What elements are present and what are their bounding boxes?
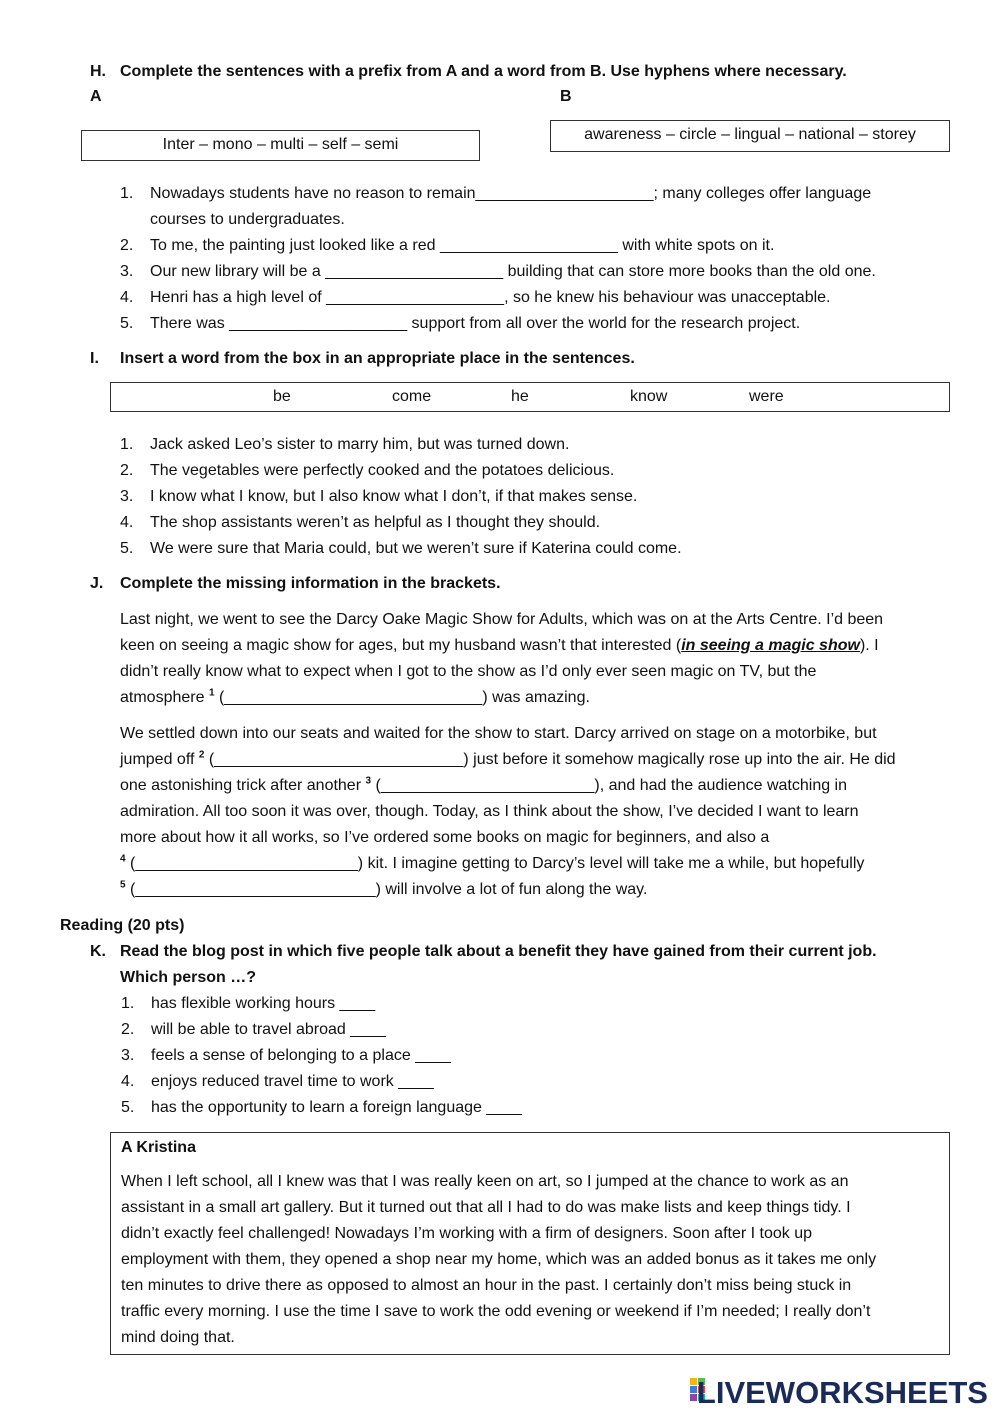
prefix-box-a: Inter – mono – multi – self – semi <box>81 130 480 161</box>
example-answer: in seeing a magic show <box>681 637 860 654</box>
list-item: 1. Nowadays students have no reason to remain____________________; many colleges offer language courses to undergraduates. <box>120 185 872 228</box>
blank-1[interactable]: (_____________________________) was amazing. <box>214 689 590 706</box>
box-word: know <box>630 388 668 405</box>
word-box-b: awareness – circle – lingual – national – storey <box>550 120 950 152</box>
list-item: 5. There was ____________________ support from all over the world for the research project. <box>120 315 801 332</box>
list-item: 4. The shop assistants weren’t as helpful as I thought they should. <box>120 514 601 531</box>
blog-post-heading: A Kristina <box>121 1139 196 1156</box>
section-j-heading: J. Complete the missing information in the brackets. <box>90 575 501 592</box>
list-item: 1. Jack asked Leo’s sister to marry him, but was turned down. <box>120 436 570 453</box>
blog-post-a: A Kristina When I left school, all I knew was that I was really keen on art, so I jumped at the chance to work as an assistant in a small art gallery. But it turned out that all I had to do was make lists and keep things tidy. I didn’t exactly feel challenged! Nowadays I’m working with a firm of designers. Soon after I took up employment with them, they opened a shop near my home, which was an added bonus as it takes me only ten minutes to drive there as opposed to almost an hour in the past. I certainly don’t miss being stuck in traffic every morning. I use the time I save to work the odd evening or weekend if I’m needed; I really don’t mind doing that. <box>110 1132 950 1355</box>
list-item: 2. will be able to travel abroad ____ <box>121 1021 386 1038</box>
word-box <box>110 382 950 412</box>
label-a: A <box>90 88 102 105</box>
list-item: 4. enjoys reduced travel time to work ____ <box>121 1073 434 1090</box>
blank-3[interactable]: (________________________), and had the audience watching in <box>371 777 848 794</box>
paragraph-2: We settled down into our seats and waited for the show to start. Darcy arrived on stage on a motorbike, but jumped off $^2$ (____________________________) just before it somehow magically rose up into the air. He did one astonishing trick after another $^3$ (________________________), and had the audience watching in admiration. All too soon it was over, though. Today, as I think about the show, I’ve decided I want to learn more about how it all works, so I’ve ordered some books on magic for beginners, and also a $^4$ (_________________________) kit. I imagine getting to Darcy’s level will take me a while, but hopefully $^5$ (___________________________) will involve a lot of fun along the way. <box>120 725 896 898</box>
section-k-heading: K. Read the blog post in which five people talk about a benefit they have gained from their current job. Which person …? <box>90 943 877 986</box>
blank-2[interactable]: (____________________________) just before it somehow magically rose up into the air. He did <box>204 751 896 768</box>
blank-5[interactable]: (___________________________) will involve a lot of fun along the way. <box>125 881 648 898</box>
list-item: 3. I know what I know, but I also know what I don’t, if that makes sense. <box>120 488 638 505</box>
list-item: 4. Henri has a high level of ____________________, so he knew his behaviour was unacceptable. <box>120 289 831 306</box>
reading-title: Reading (20 pts) <box>60 917 185 934</box>
list-item: 5. We were sure that Maria could, but we weren’t sure if Katerina could come. <box>120 540 682 557</box>
list-item: 1. has flexible working hours ____ <box>121 995 376 1012</box>
paragraph-1: Last night, we went to see the Darcy Oake Magic Show for Adults, which was on at the Arts Centre. I’d been keen on seeing a magic show for ages, but my husband wasn’t that interested (in seeing a magic show). I didn’t really know what to expect when I got to the show as I’d only ever seen magic on TV, but the atmosphere $^1$ (_____________________________) was amazing. <box>120 611 884 706</box>
list-item: 2. To me, the painting just looked like a red ____________________ with white spots on it. <box>120 237 775 254</box>
list-item: 2. The vegetables were perfectly cooked and the potatoes delicious. <box>120 462 615 479</box>
blank-4[interactable]: (_________________________) kit. I imagine getting to Darcy’s level will take me a while, but hopefully <box>125 855 865 872</box>
label-b: B <box>560 88 572 105</box>
section-k-list <box>121 991 951 1121</box>
list-item: 5. has the opportunity to learn a foreign language ____ <box>121 1099 522 1116</box>
section-i-list <box>120 432 950 562</box>
list-item: 3. feels a sense of belonging to a place ____ <box>121 1047 451 1064</box>
box-word: were <box>749 388 784 405</box>
list-item: 3. Our new library will be a ____________________ building that can store more books than the old one. <box>120 263 876 280</box>
liveworksheets-brand[interactable]: LIVEWORKSHEETS <box>696 1375 988 1410</box>
box-word: he <box>511 388 529 405</box>
box-word: come <box>392 388 432 405</box>
section-h-list <box>120 181 950 337</box>
section-i-heading: I. Insert a word from the box in an appropriate place in the sentences. <box>90 350 635 367</box>
box-word: be <box>273 388 291 405</box>
section-h-heading: H. Complete the sentences with a prefix from A and a word from B. Use hyphens where necessary. <box>90 63 847 80</box>
